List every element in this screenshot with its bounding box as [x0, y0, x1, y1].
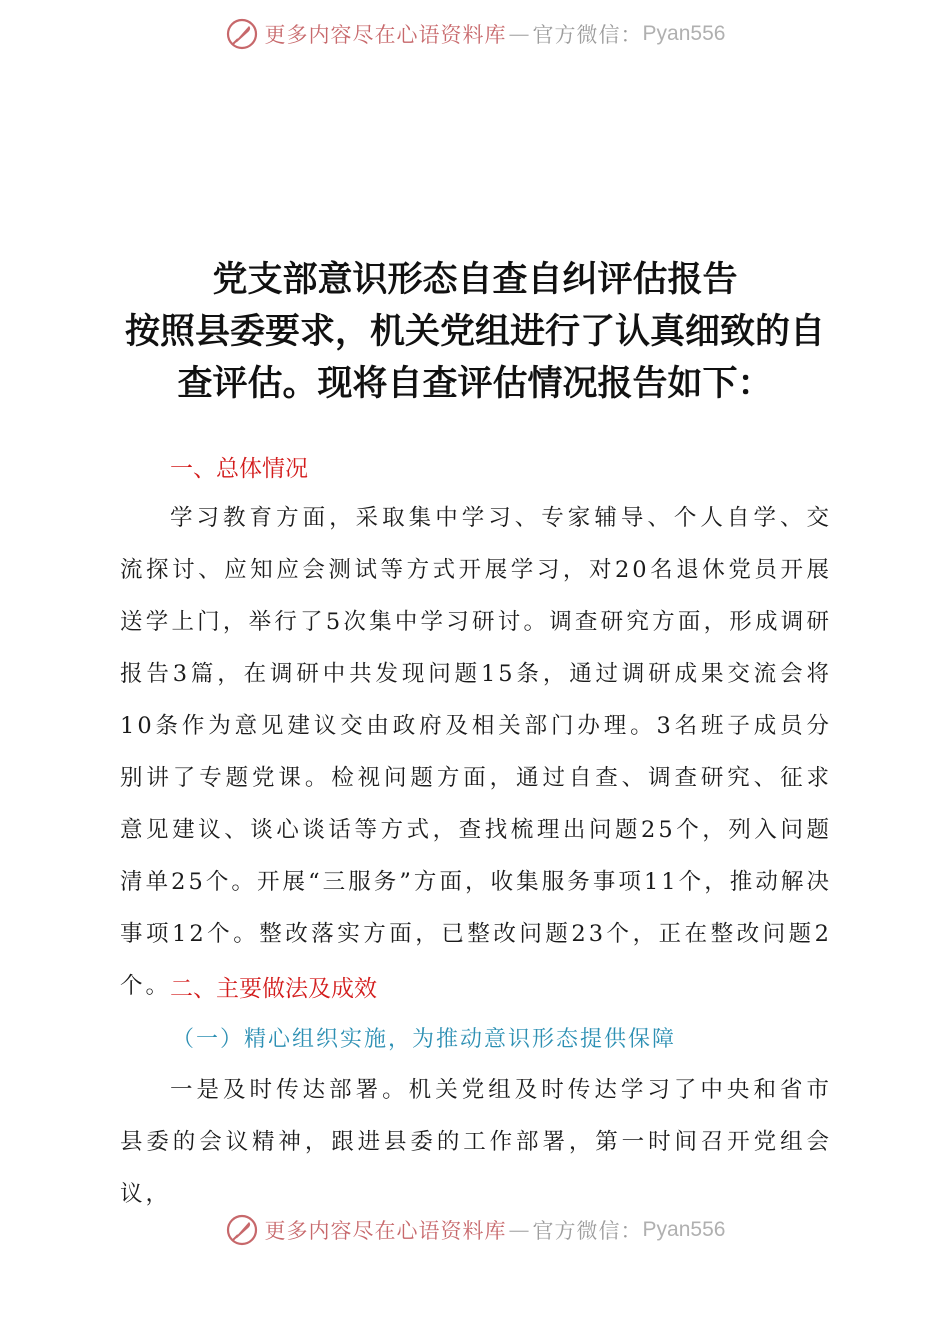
feather-pen-logo-icon: [225, 17, 259, 51]
section-2-paragraph: 一是及时传达部署。机关党组及时传达学习了中央和省市县委的会议精神，跟进县委的工作部署，第一时间召开党组会议，: [120, 1077, 832, 1207]
section-1-paragraph: 学习教育方面，采取集中学习、专家辅导、个人自学、交流探讨、应知应会测试等方式开展学习，对20名退休党员开展送学上门，举行了5次集中学习研讨。调查研究方面，形成调研报告3篇，在调研中共发现问题15条，通过调研成果交流会将10条作为意见建议交由政府及相关部门办理。3名班子成员分别讲了专题党课。检视问题方面，通过自查、调查研究、征求意见建议、谈心谈话等方式，查找梳理出问题25个，列入问题清单25个。开展“三服务”方面，收集服务事项11个，推动解决事项12个。整改落实方面，已整改问题23个，正在整改问题2个。: [120, 505, 832, 999]
watermark-label: 官方微信：: [532, 23, 643, 47]
watermark-label: 官方微信：: [532, 1219, 643, 1243]
feather-pen-logo-icon: [225, 1213, 259, 1247]
title-line-3: 查评估。现将自查评估情况报告如下：: [177, 364, 773, 404]
watermark-dash: —: [508, 22, 531, 46]
title-line-2: 按照县委要求，机关党组进行了认真细致的自: [124, 312, 825, 352]
section-2-subheading: （一）精心组织实施，为推动意识形态提供保障: [172, 1027, 677, 1052]
watermark-text: 更多内容尽在心语资料库: [264, 23, 507, 47]
section-2-heading: 二、主要做法及成效: [170, 976, 377, 1002]
document-title: [100, 254, 850, 410]
watermark-header: [0, 14, 950, 54]
title-line-1: 党支部意识形态自查自纠评估报告: [212, 260, 738, 300]
watermark-text: 更多内容尽在心语资料库: [264, 1219, 507, 1243]
watermark-wechat-id: Pyan556: [642, 22, 726, 45]
watermark-footer: [0, 1210, 950, 1250]
section-1-heading: 一、总体情况: [170, 456, 308, 482]
watermark-dash: —: [508, 1218, 531, 1242]
watermark-wechat-id: Pyan556: [642, 1218, 726, 1241]
